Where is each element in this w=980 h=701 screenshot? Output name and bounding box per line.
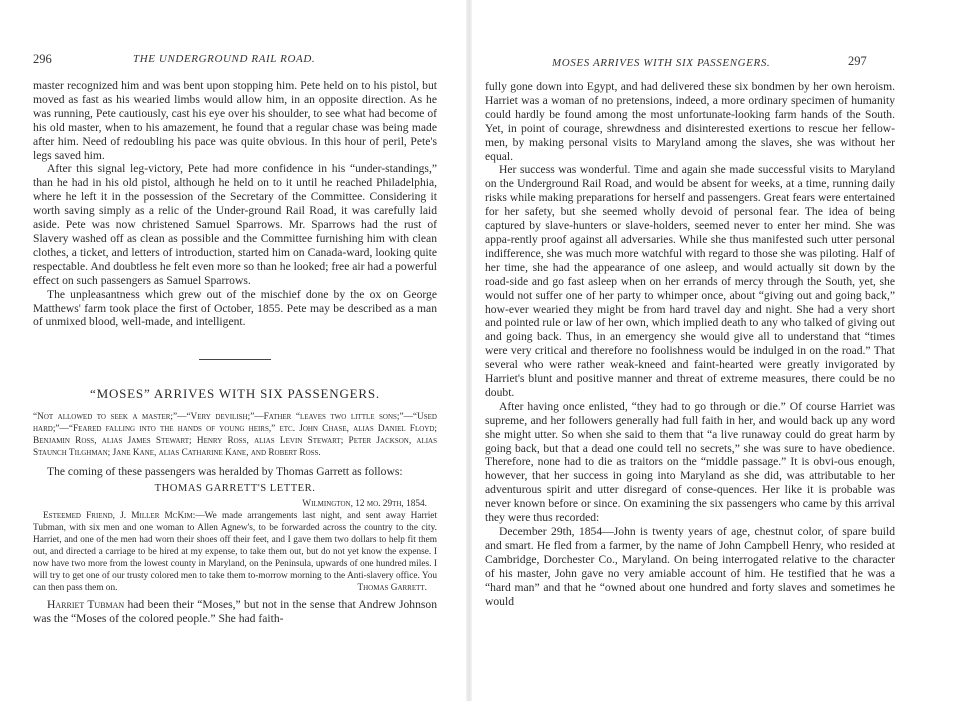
right-page xyxy=(470,0,980,701)
right-paragraph-2: Her success was wonderful. Time and again she made successful visits to Maryland on the Underground Rail Road, and would be absent for weeks, at a time, running daily risks while making preparations for herself and passengers. Great fears were entertained for her safety, but she seemed wholly devoid of personal fear. The idea of being captured by slave-hunters or slave-holders, seemed never to enter her mind. She was appa-rently proof against all adversaries. While she thus manifested such utter personal indifference, she was much more watchful with regard to those she was piloting. Half of her time, she had the appearance of one asleep, and would actually sit down by the road-side and go fast asleep when on her errands of mercy through the South, yet, she would not suffer one of her party to whimper once, about “giving out and going back,” how-ever wearied they might be from hard travel day and night. She had a very short and pointed rule or law of her own, which implied death to any who talked of giving out and going back. Thus, in an emergency she would give all to understand that “times were very critical and therefore no foolishness would be indulged in on the road.” That several who were rather weak-kneed and faint-hearted were greatly invigorated by Harriet's blunt and positive manner and threat of extreme measures, there could be no doubt. xyxy=(485,163,895,399)
right-page-number: 297 xyxy=(848,54,867,68)
left-paragraph-3: The unpleasantness which grew out of the mischief done by the ox on George Matthews' farm took place the first of October, 1855. Pete may be described as a man of unmixed blood, well-made, and intelligent. xyxy=(33,287,437,329)
letter-salutation: Esteemed Friend, J. Miller McKim xyxy=(43,511,193,522)
closing-text: had been their “Moses,” but not in the sense that Andrew Johnson was the “Moses of the colored people.” She had faith- xyxy=(33,598,438,626)
left-paragraph-1: master recognized him and was bent upon stopping him. Pete held on to his pistol, but moved as fast as his wearied limbs would allow him, in an opposite direction. As he was running, Pete cautiously, cast his eye over his shoulder, to see what had become of his old master, when to his amazement, he found that a regular chase was being made after him. Need of redoubling his pace was quite obvious. In this hour of peril, Pete's legs saved him. xyxy=(33,79,437,162)
letter-text: :—We made arrangements last night, and sent away Harriet Tubman, with six men and one woman to Allen Agnew's, to be forwarded across the country to the city. Harriet, and one of the men had worn their shoes off their feet, and I gave them two dollars to help fit them out, and directed a carriage to be hired at my expense, to take them out, but do not yet know the expense. I now have two more from the lowest county in Maryland, on the Peninsula, upwards of one hundred miles. I will try to get one of our trusty colored men to take them to-morrow morning to the Anti-slavery office. You can then pass them on. xyxy=(33,511,438,594)
letter-title: THOMAS GARRETT'S LETTER. xyxy=(154,483,316,495)
letter-date: Wilmington, 12 mo. 29th, 1854. xyxy=(302,499,427,510)
letter-signature: Thomas Garrett. xyxy=(357,583,427,594)
right-paragraph-4: December 29th, 1854—John is twenty years of age, chestnut color, of spare build and smart. He fled from a farmer, by the name of John Campbell Henry, who resided at Cambridge, Dorchester Co., Maryland. On being interrogated relative to the character of his master, John gave no very amiable account of him. He testified that he was a “hard man” and that he “owned about one hundred and forty slaves and sometimes he would xyxy=(485,525,895,608)
left-page xyxy=(0,0,468,701)
right-running-header: MOSES ARRIVES WITH SIX PASSENGERS. xyxy=(552,57,771,69)
chapter-summary: “Not allowed to seek a master;”—“Very devilish;”—Father “leaves two little sons;”—“Used hard;”—“Feared falling into the hands of young heirs,” etc. John Chase, alias Daniel Floyd; Benjamin Ross, alias James Stewart; Henry Ross, alias Levin Stewart; Peter Jackson, alias Staunch Tilghman; Jane Kane, alias Catharine Kane, and Robert Ross. xyxy=(33,412,437,459)
section-title: “MOSES” ARRIVES WITH SIX PASSENGERS. xyxy=(90,386,380,402)
right-paragraph-3: After having once enlisted, “they had to go through or die.” Of course Harriet was supreme, and her followers generally had full faith in her, and would back up any word she might utter. So when she said to them that “a live runaway could do great harm by going back, but that a dead one could tell no secrets,” she was sure to have obedience. Therefore, none had to die as traitors on the “middle passage.” It is obvi-ous enough, however, that her success in going into Maryland as she did, was attributable to her adventurous spirit and utter disregard of conse-quences. Her like it is probable was never known before or since. On examining the six passengers who came by this arrival they were thus recorded: xyxy=(485,399,895,525)
left-running-header: THE UNDERGROUND RAIL ROAD. xyxy=(133,53,316,65)
right-text-column xyxy=(485,80,895,608)
left-paragraph-2: After this signal leg-victory, Pete had more confidence in his “under-standings,” than he had in his old pistol, although he held on to it until he reached Philadelphia, where he left it in the possession of the Secretary of the Committee. Considering it worth saving simply as a relic of the Under-ground Rail Road, it was carefully laid aside. Pete was now christened Samuel Sparrows. Mr. Sparrows had the rust of Slavery washed off as clean as possible and the Committee furnishing him with clean clothes, a ticket, and letters of introduction, started him on Canada-ward, looking quite respectable. And doubtless he felt even more so than he looked; free air had a powerful effect on such passengers as Samuel Sparrows. xyxy=(33,162,437,287)
section-divider xyxy=(199,359,271,360)
left-text-column xyxy=(33,79,437,626)
closing-paragraph xyxy=(33,598,437,626)
harriet-name: Harriet Tubman xyxy=(47,598,125,612)
letter-body xyxy=(33,510,437,594)
left-page-number: 296 xyxy=(33,52,52,66)
intro-paragraph: The coming of these passengers was heralded by Thomas Garrett as follows: xyxy=(47,465,403,479)
right-paragraph-1: fully gone down into Egypt, and had delivered these six bondmen by her own heroism. Harriet was a woman of no pretensions, indeed, a more ordinary specimen of humanity could hardly be found among the most unfortunate-looking farm hands of the South. Yet, in point of courage, shrewdness and disinterested exertions to rescue her fellow-men, by making personal visits to Maryland among the slaves, she was without her equal. xyxy=(485,80,895,163)
